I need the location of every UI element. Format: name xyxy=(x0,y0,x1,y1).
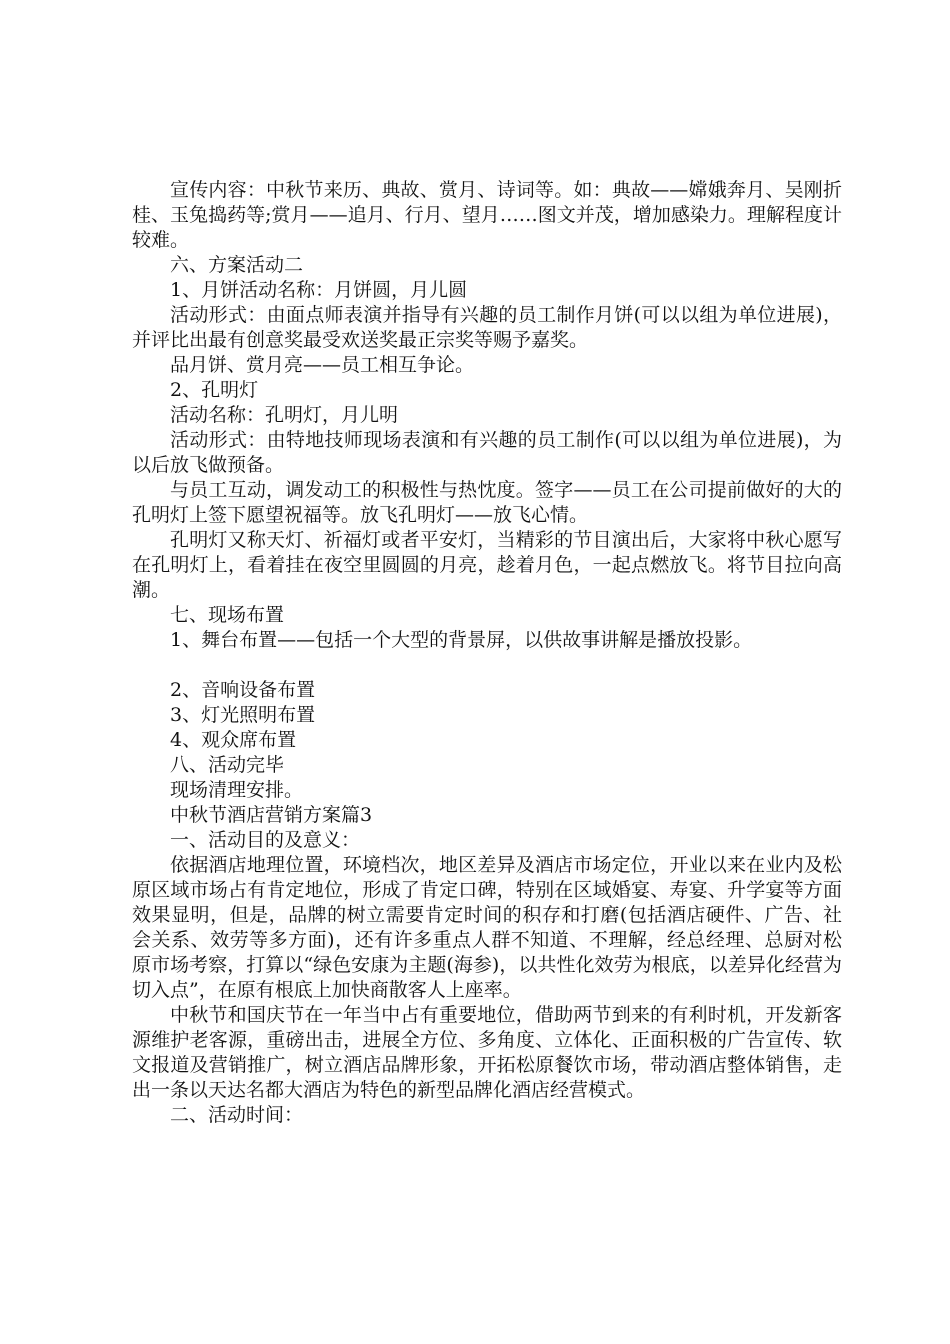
paragraph-festival-opportunity: 中秋节和国庆节在一年当中占有重要地位，借助两节到来的有利时机，开发新客源维护老客源，重磅出击，进展全方位、多角度、立体化、正面积极的广告宣传、软文报道及营销推广，树立酒店品牌形象，开拓松原餐饮市场，带动酒店整体销售，走出一条以天达名都大酒店为特色的新型品牌化酒店经营模式。 xyxy=(132,1004,842,1101)
paragraph-hotel-positioning: 依据酒店地理位置，环境档次，地区差异及酒店市场定位，开业以来在业内及松原区域市场占有肯定地位，形成了肯定口碑，特别在区域婚宴、寿宴、升学宴等方面效果显明，但是，品牌的树立需要肯定时间的积存和打磨(包括酒店硬件、广告、社会关系、效劳等多方面)，还有许多重点人群不知道、不理解，经总经理、总厨对松原市场考察，打算以“绿色安康为主题(海参)，以共性化效劳为根底，以差异化经营为切入点”，在原有根底上加快商散客人上座率。 xyxy=(132,854,842,1001)
heading-section-eight: 八、活动完毕 xyxy=(170,754,285,776)
paragraph-lantern-description: 孔明灯又称天灯、祈福灯或者平安灯，当精彩的节目演出后，大家将中秋心愿写在孔明灯上，看着挂在夜空里圆圆的月亮，趁着月色，一起点燃放飞。将节目拉向高潮。 xyxy=(132,529,842,601)
heading-section-seven: 七、现场布置 xyxy=(170,604,285,626)
paragraph-publicity-content: 宣传内容：中秋节来历、典故、赏月、诗词等。如：典故——嫦娥奔月、吴刚折桂、玉兔捣药等;赏月——追月、行月、望月……图文并茂，增加感染力。理解程度计较难。 xyxy=(132,179,842,251)
paragraph-taste-mooncake: 品月饼、赏月亮——员工相互争论。 xyxy=(170,354,475,376)
document-body xyxy=(132,178,842,1128)
heading-plan-three: 中秋节酒店营销方案篇3 xyxy=(170,804,373,826)
paragraph-stage-setup: 1、舞台布置——包括一个大型的背景屏，以供故事讲解是播放投影。 xyxy=(170,629,753,651)
paragraph-lantern-activity-name: 活动名称：孔明灯，月儿明 xyxy=(170,404,399,426)
paragraph-lighting-setup: 3、灯光照明布置 xyxy=(170,704,316,726)
paragraph-lantern-activity-form: 活动形式：由特地技师现场表演和有兴趣的员工制作(可以以组为单位进展)，为以后放飞做预备。 xyxy=(132,429,842,476)
paragraph-kongming-lantern: 2、孔明灯 xyxy=(170,379,259,401)
paragraph-mooncake-activity-name: 1、月饼活动名称：月饼圆，月儿圆 xyxy=(170,279,468,301)
heading-section-six: 六、方案活动二 xyxy=(170,254,304,276)
paragraph-mooncake-activity-form: 活动形式：由面点师表演并指导有兴趣的员工制作月饼(可以以组为单位进展)，并评比出最有创意奖最受欢送奖最正宗奖等赐予嘉奖。 xyxy=(132,304,842,351)
paragraph-site-cleanup: 现场清理安排。 xyxy=(170,779,304,801)
blank-line xyxy=(132,653,842,678)
paragraph-audience-setup: 4、观众席布置 xyxy=(170,729,297,751)
paragraph-audio-setup: 2、音响设备布置 xyxy=(170,679,316,701)
heading-purpose-significance: 一、活动目的及意义： xyxy=(170,829,361,851)
paragraph-staff-interaction: 与员工互动，调发动工的积极性与热忱度。签字——员工在公司提前做好的大的孔明灯上签下愿望祝福等。放飞孔明灯——放飞心情。 xyxy=(132,479,842,526)
heading-activity-time: 二、活动时间： xyxy=(170,1104,304,1126)
